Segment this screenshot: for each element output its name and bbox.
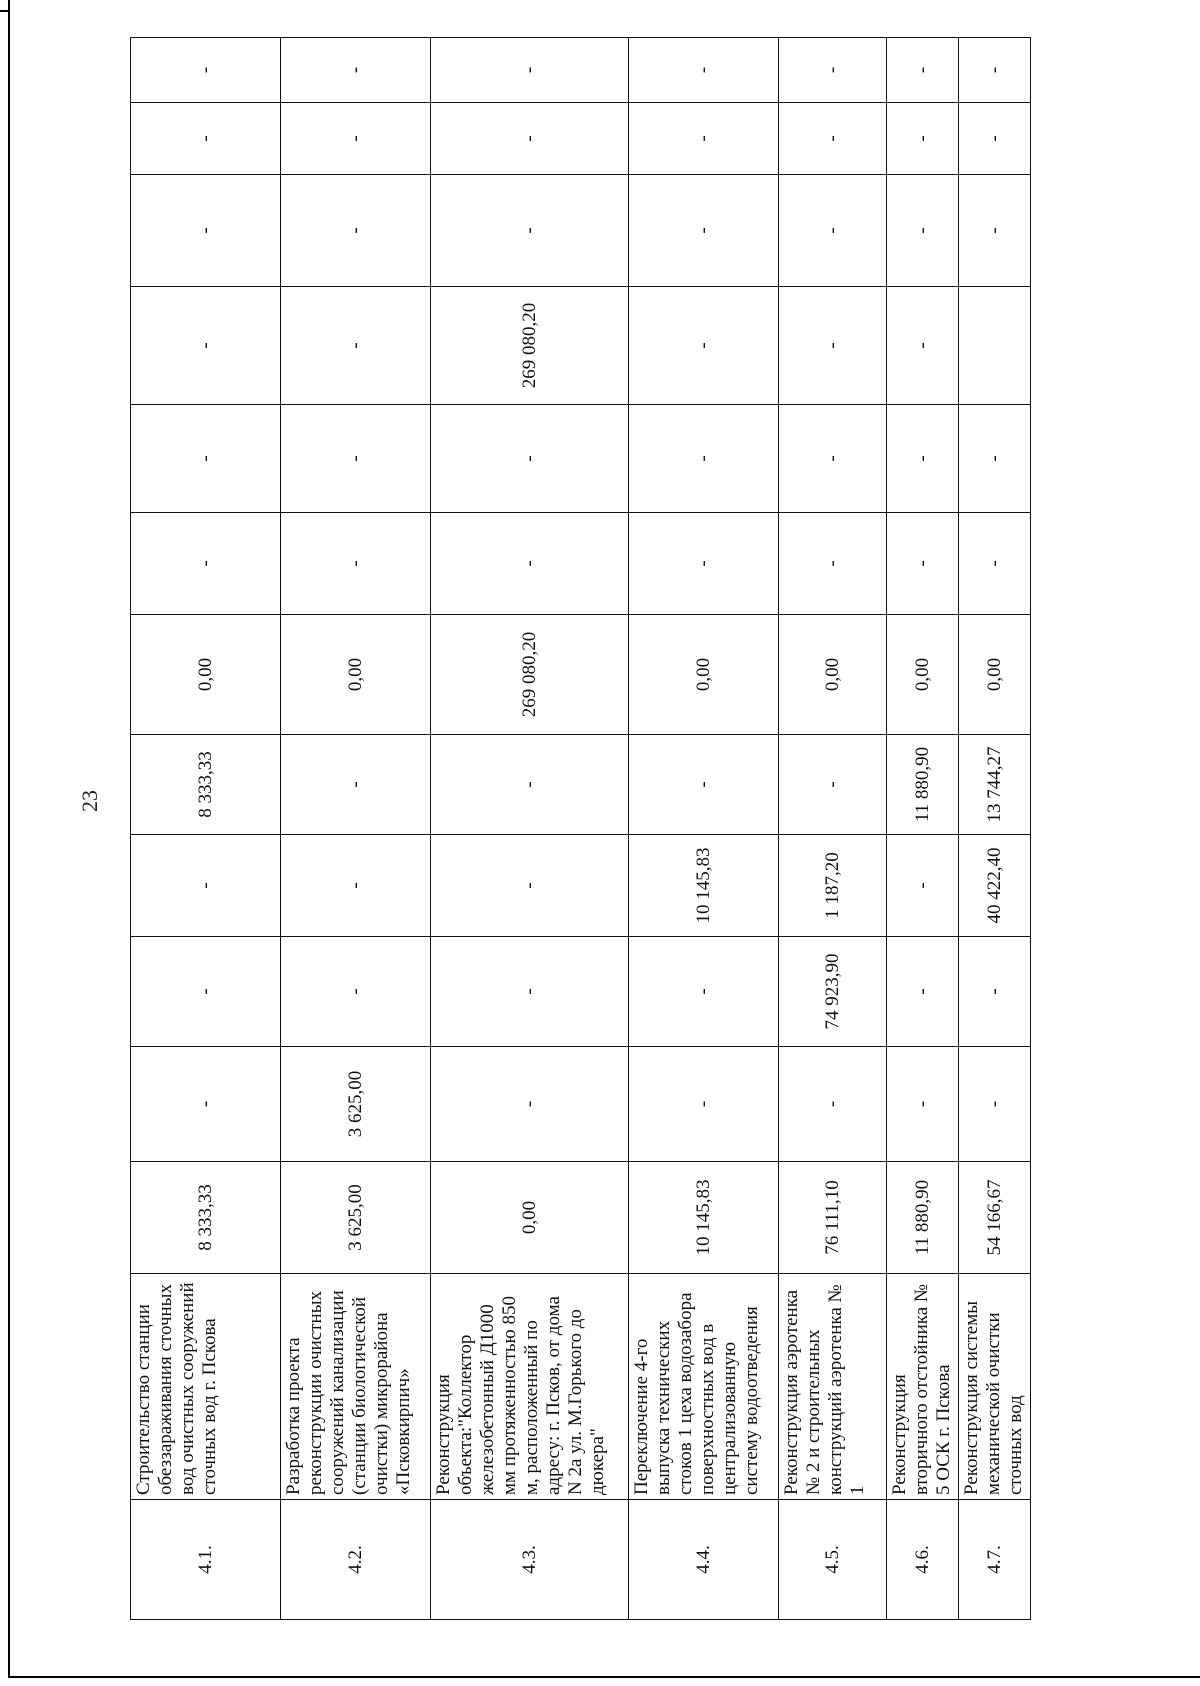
value-cell: 0,00 <box>431 1162 629 1274</box>
value-cell: 40 422,40 <box>959 835 1031 937</box>
value-cell: 269 080,20 <box>431 615 629 735</box>
value-cell: 10 145,83 <box>629 1162 779 1274</box>
row-number-cell: 4.7. <box>959 1500 1031 1620</box>
value-cell: - <box>779 287 887 405</box>
value-cell: 0,00 <box>131 615 281 735</box>
value-cell: - <box>281 38 431 103</box>
row-number-cell: 4.4. <box>629 1500 779 1620</box>
value-cell: - <box>887 103 959 175</box>
value-cell: - <box>629 1047 779 1162</box>
value-cell: 76 111,10 <box>779 1162 887 1274</box>
value-cell: 1 187,20 <box>779 835 887 937</box>
value-cell: 0,00 <box>281 615 431 735</box>
value-cell: 8 333,33 <box>131 735 281 835</box>
value-cell: - <box>281 103 431 175</box>
value-cell: - <box>629 175 779 287</box>
frame-left-border <box>8 0 10 1678</box>
row-name-cell: Реконструкция вторичного отстойника № 5 ОСК г. Пскова <box>887 1274 959 1500</box>
value-cell: - <box>887 287 959 405</box>
value-cell: - <box>887 175 959 287</box>
row-name-cell: Разработка проекта реконструкции очистных сооружений канализации (станции биологической очистки) микрорайона «Псковкирпич» <box>281 1274 431 1500</box>
value-cell: - <box>887 38 959 103</box>
row-name-cell: Реконструкция аэротенка № 2 и строительных конструкций аэротенка № 1 <box>779 1274 887 1500</box>
value-cell: - <box>131 937 281 1047</box>
row-number-cell: 4.5. <box>779 1500 887 1620</box>
row-number-cell: 4.3. <box>431 1500 629 1620</box>
value-cell: - <box>431 1047 629 1162</box>
value-cell: - <box>887 405 959 513</box>
value-cell: - <box>281 513 431 615</box>
value-cell: - <box>629 103 779 175</box>
value-cell: - <box>131 287 281 405</box>
row-name-cell: Реконструкция системы механической очистки сточных вод <box>959 1274 1031 1500</box>
value-cell: 0,00 <box>887 615 959 735</box>
value-cell: - <box>629 735 779 835</box>
table-row <box>431 38 629 1620</box>
value-cell: - <box>629 405 779 513</box>
value-cell <box>959 287 1031 405</box>
row-number-cell: 4.2. <box>281 1500 431 1620</box>
value-cell: - <box>629 287 779 405</box>
table-row <box>779 38 887 1620</box>
value-cell: 13 744,27 <box>959 735 1031 835</box>
value-cell: - <box>959 103 1031 175</box>
value-cell: - <box>431 735 629 835</box>
value-cell: - <box>431 937 629 1047</box>
value-cell: - <box>779 513 887 615</box>
works-table-body <box>131 38 1031 1620</box>
value-cell: - <box>131 835 281 937</box>
value-cell: - <box>779 175 887 287</box>
value-cell: 10 145,83 <box>629 835 779 937</box>
value-cell: 0,00 <box>959 615 1031 735</box>
value-cell: - <box>431 175 629 287</box>
value-cell: 54 166,67 <box>959 1162 1031 1274</box>
value-cell: - <box>629 513 779 615</box>
value-cell: - <box>131 1047 281 1162</box>
value-cell: - <box>281 287 431 405</box>
value-cell: 8 333,33 <box>131 1162 281 1274</box>
value-cell: - <box>887 937 959 1047</box>
value-cell: - <box>629 937 779 1047</box>
value-cell: - <box>431 513 629 615</box>
value-cell: 11 880,90 <box>887 1162 959 1274</box>
value-cell: - <box>131 38 281 103</box>
value-cell: - <box>281 175 431 287</box>
value-cell: - <box>431 38 629 103</box>
value-cell: - <box>629 38 779 103</box>
table-row <box>131 38 281 1620</box>
value-cell: - <box>779 1047 887 1162</box>
table-row <box>629 38 779 1620</box>
value-cell: 3 625,00 <box>281 1162 431 1274</box>
value-cell: - <box>887 513 959 615</box>
value-cell: - <box>779 38 887 103</box>
value-cell: - <box>431 103 629 175</box>
value-cell: - <box>959 175 1031 287</box>
frame-bottom-border <box>8 1676 1200 1678</box>
value-cell: - <box>281 835 431 937</box>
row-name-cell: Строительство станции обеззараживания сточных вод очистных сооружений сточных вод г. Пскова <box>131 1274 281 1500</box>
page-number: 23 <box>77 790 102 812</box>
value-cell: 0,00 <box>779 615 887 735</box>
rotated-table-sheet <box>130 38 1180 1620</box>
value-cell: - <box>779 103 887 175</box>
value-cell: - <box>131 175 281 287</box>
value-cell: - <box>779 735 887 835</box>
value-cell: - <box>431 405 629 513</box>
value-cell: - <box>131 103 281 175</box>
value-cell: - <box>959 38 1031 103</box>
value-cell: 3 625,00 <box>281 1047 431 1162</box>
value-cell: - <box>959 513 1031 615</box>
frame-top-left-tick <box>0 10 10 12</box>
row-number-cell: 4.1. <box>131 1500 281 1620</box>
value-cell: - <box>779 405 887 513</box>
value-cell: - <box>887 1047 959 1162</box>
value-cell: 269 080,20 <box>431 287 629 405</box>
value-cell: - <box>887 835 959 937</box>
value-cell: - <box>281 405 431 513</box>
row-name-cell: Переключение 4-го выпуска технических стоков 1 цеха водозабора поверхностных вод в централизованную систему водоотведения <box>629 1274 779 1500</box>
value-cell: - <box>131 513 281 615</box>
value-cell: - <box>131 405 281 513</box>
table-row <box>959 38 1031 1620</box>
value-cell: 11 880,90 <box>887 735 959 835</box>
value-cell: 74 923,90 <box>779 937 887 1047</box>
value-cell: 0,00 <box>629 615 779 735</box>
value-cell: - <box>431 835 629 937</box>
works-table <box>130 37 1031 1620</box>
value-cell: - <box>959 937 1031 1047</box>
row-number-cell: 4.6. <box>887 1500 959 1620</box>
table-row <box>887 38 959 1620</box>
value-cell: - <box>281 937 431 1047</box>
value-cell: - <box>959 1047 1031 1162</box>
table-row <box>281 38 431 1620</box>
value-cell: - <box>959 405 1031 513</box>
row-name-cell: Реконструкция объекта:"Коллектор железобетонный Д1000 мм протяженностью 850 м, расположенный по адресу: г. Псков, от дома N 2а ул. М.Горького до дюкера" <box>431 1274 629 1500</box>
value-cell: - <box>281 735 431 835</box>
